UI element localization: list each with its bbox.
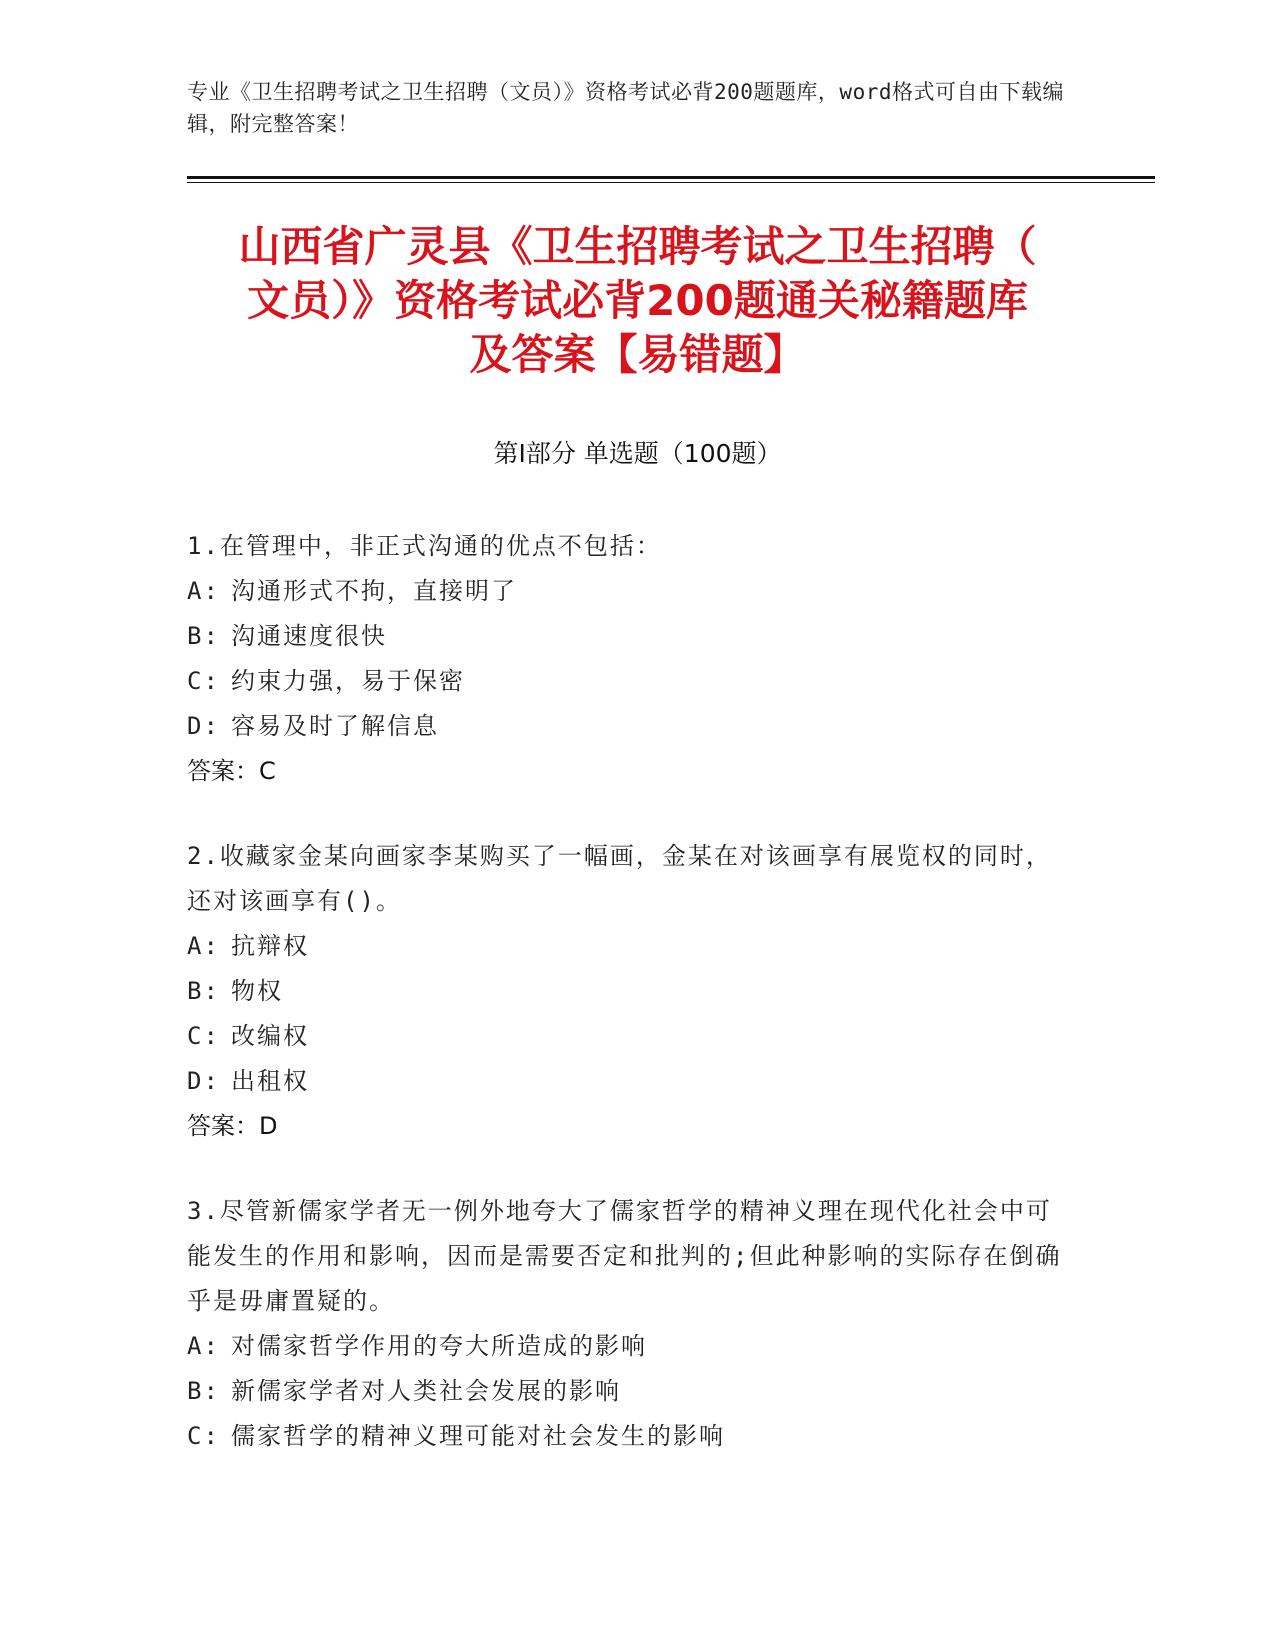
question-stem: 1.在管理中，非正式沟通的优点不包括：	[187, 532, 662, 560]
question-list	[187, 524, 1067, 1499]
option-b	[187, 614, 1067, 659]
option-text: 新儒家学者对人类社会发展的影响	[231, 1377, 621, 1405]
answer: 答案：C	[187, 757, 276, 785]
document-title	[150, 220, 1125, 382]
option-text: 抗辩权	[231, 932, 309, 960]
question-stem: 2.收藏家金某向画家李某购买了一幅画，金某在对该画享有展览权的同时，还对该画享有()。	[187, 842, 1052, 915]
section-title: 第Ⅰ部分 单选题（100题）	[493, 439, 782, 468]
question-1	[187, 524, 1067, 794]
option-c	[187, 1414, 1067, 1459]
option-text: 约束力强，易于保密	[231, 667, 465, 695]
option-key: A:	[187, 577, 220, 605]
question-2	[187, 834, 1067, 1149]
option-key: C:	[187, 1422, 220, 1450]
option-a	[187, 569, 1067, 614]
option-text: 沟通速度很快	[231, 622, 387, 650]
option-d	[187, 1059, 1067, 1104]
option-key: A:	[187, 1332, 220, 1360]
option-c	[187, 659, 1067, 704]
option-c	[187, 1014, 1067, 1059]
option-key: D:	[187, 712, 220, 740]
option-key: C:	[187, 1022, 220, 1050]
option-text: 沟通形式不拘，直接明了	[231, 577, 517, 605]
header-divider-thin	[187, 182, 1155, 183]
option-key: C:	[187, 667, 220, 695]
header-divider-thick	[187, 176, 1155, 179]
option-key: D:	[187, 1067, 220, 1095]
option-key: B:	[187, 1377, 220, 1405]
title-line-2: 文员）》资格考试必背200题通关秘籍题库	[247, 276, 1028, 325]
option-key: B:	[187, 977, 220, 1005]
option-text: 物权	[231, 977, 283, 1005]
title-line-1: 山西省广灵县《卫生招聘考试之卫生招聘（	[238, 222, 1037, 271]
answer: 答案：D	[187, 1112, 278, 1140]
option-b	[187, 969, 1067, 1014]
option-text: 出租权	[231, 1067, 309, 1095]
option-a	[187, 1324, 1067, 1369]
option-text: 容易及时了解信息	[231, 712, 439, 740]
option-key: B:	[187, 622, 220, 650]
title-line-3: 及答案【易错题】	[469, 330, 806, 379]
question-3	[187, 1189, 1067, 1459]
header-note: 专业《卫生招聘考试之卫生招聘（文员）》资格考试必背200题题库，word格式可自由下载编辑，附完整答案！	[187, 80, 1064, 136]
option-key: A:	[187, 932, 220, 960]
option-a	[187, 924, 1067, 969]
option-d	[187, 704, 1067, 749]
option-text: 儒家哲学的精神义理可能对社会发生的影响	[231, 1422, 725, 1450]
option-b	[187, 1369, 1067, 1414]
option-text: 对儒家哲学作用的夸大所造成的影响	[231, 1332, 647, 1360]
question-stem: 3.尽管新儒家学者无一例外地夸大了儒家哲学的精神义理在现代化社会中可能发生的作用和影响，因而是需要否定和批判的;但此种影响的实际存在倒确乎是毋庸置疑的。	[187, 1197, 1062, 1315]
option-text: 改编权	[231, 1022, 309, 1050]
